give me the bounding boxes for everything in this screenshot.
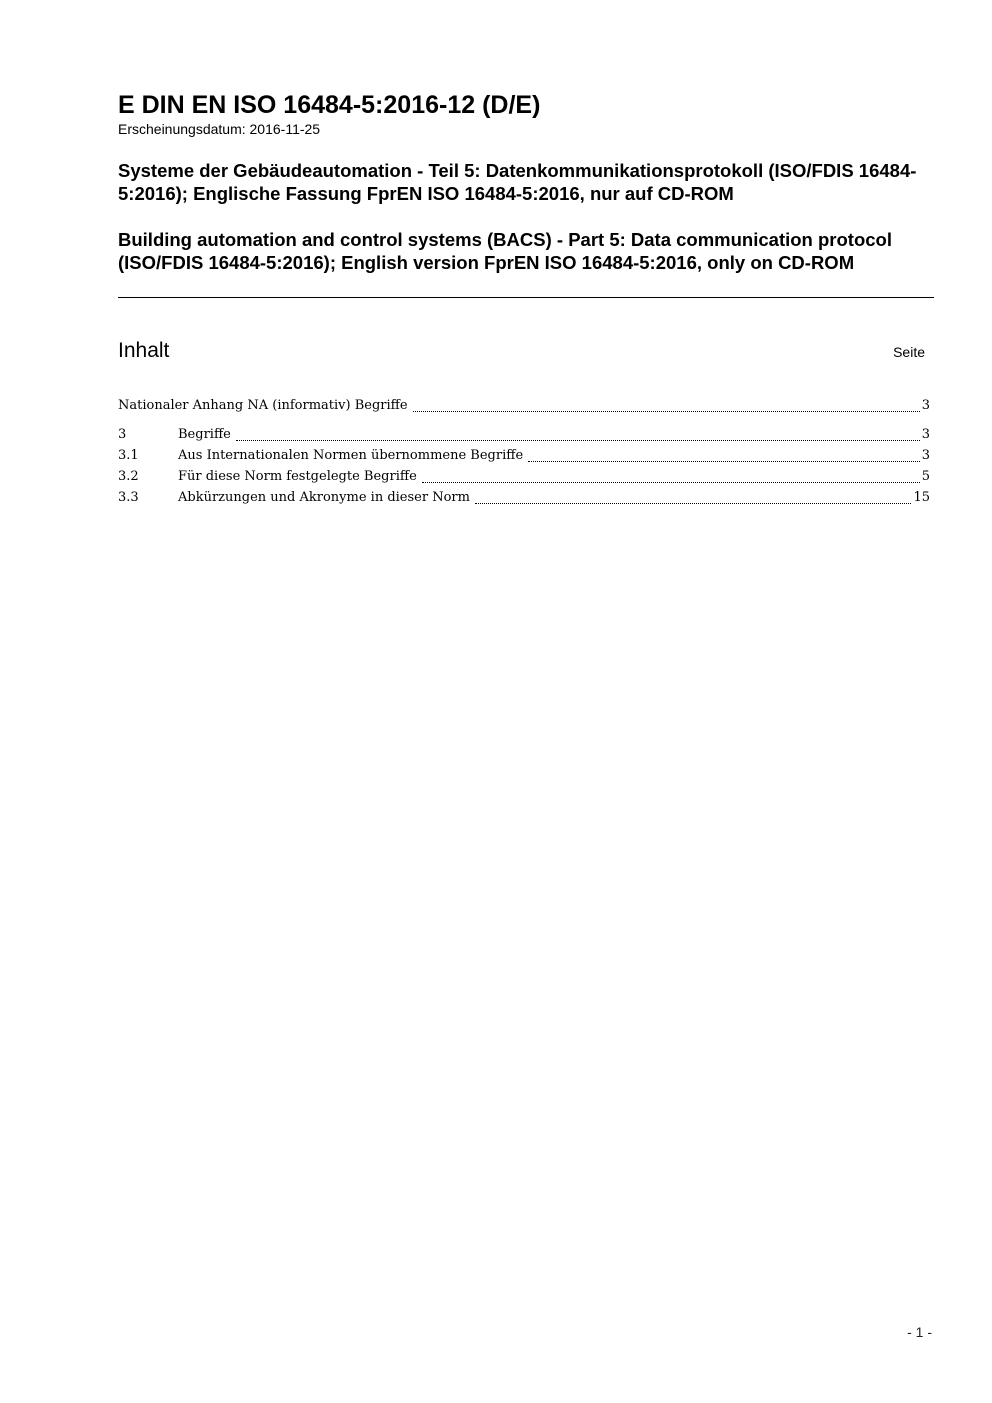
page-number: - 1 - bbox=[907, 1324, 932, 1340]
title-german: Systeme der Gebäudeautomation - Teil 5: Datenkommunikationsprotokoll (ISO/FDIS 16484-5:2016); Englische Fassung FprEN ISO 16484-5:2016, nur auf CD-ROM bbox=[118, 160, 917, 204]
toc-entry-title: Nationaler Anhang NA (informativ) Begriffe bbox=[118, 398, 408, 413]
toc-leader bbox=[236, 439, 920, 441]
title-english: Building automation and control systems (BACS) - Part 5: Data communication protocol (ISO/FDIS 16484-5:2016); English version FprEN ISO 16484-5:2016, only on CD-ROM bbox=[118, 229, 892, 273]
toc-entry-number: 3.3 bbox=[118, 490, 139, 505]
toc-entry-title: Für diese Norm festgelegte Begriffe bbox=[178, 469, 417, 484]
toc-leader bbox=[528, 460, 920, 462]
toc-entry[interactable] bbox=[118, 395, 930, 416]
toc-entry-number: 3.2 bbox=[118, 469, 139, 484]
toc-entry-number: 3 bbox=[118, 427, 127, 442]
toc-entry-page: 3 bbox=[921, 398, 930, 413]
toc-page-label: Seite bbox=[893, 344, 925, 360]
toc-entry[interactable] bbox=[118, 445, 930, 466]
toc-heading: Inhalt bbox=[118, 339, 170, 362]
toc-entry-page: 15 bbox=[913, 490, 930, 505]
toc-entry-title: Abkürzungen und Akronyme in dieser Norm bbox=[178, 490, 470, 505]
publication-date: Erscheinungsdatum: 2016-11-25 bbox=[118, 121, 321, 137]
title-divider bbox=[118, 297, 934, 298]
toc-leader bbox=[475, 502, 911, 504]
toc-entry-title: Begriffe bbox=[178, 427, 231, 442]
toc-entry-page: 3 bbox=[921, 448, 930, 463]
toc-entry[interactable] bbox=[118, 424, 930, 445]
toc-entry-page: 5 bbox=[921, 469, 930, 484]
table-of-contents bbox=[118, 395, 930, 508]
toc-entry-page: 3 bbox=[921, 427, 930, 442]
toc-entry-number: 3.1 bbox=[118, 448, 139, 463]
toc-leader bbox=[413, 410, 920, 412]
toc-entry[interactable] bbox=[118, 466, 930, 487]
toc-leader bbox=[422, 481, 920, 483]
toc-entry-title: Aus Internationalen Normen übernommene Begriffe bbox=[178, 448, 524, 463]
document-id: E DIN EN ISO 16484-5:2016-12 (D/E) bbox=[118, 91, 541, 119]
toc-entry[interactable] bbox=[118, 487, 930, 508]
